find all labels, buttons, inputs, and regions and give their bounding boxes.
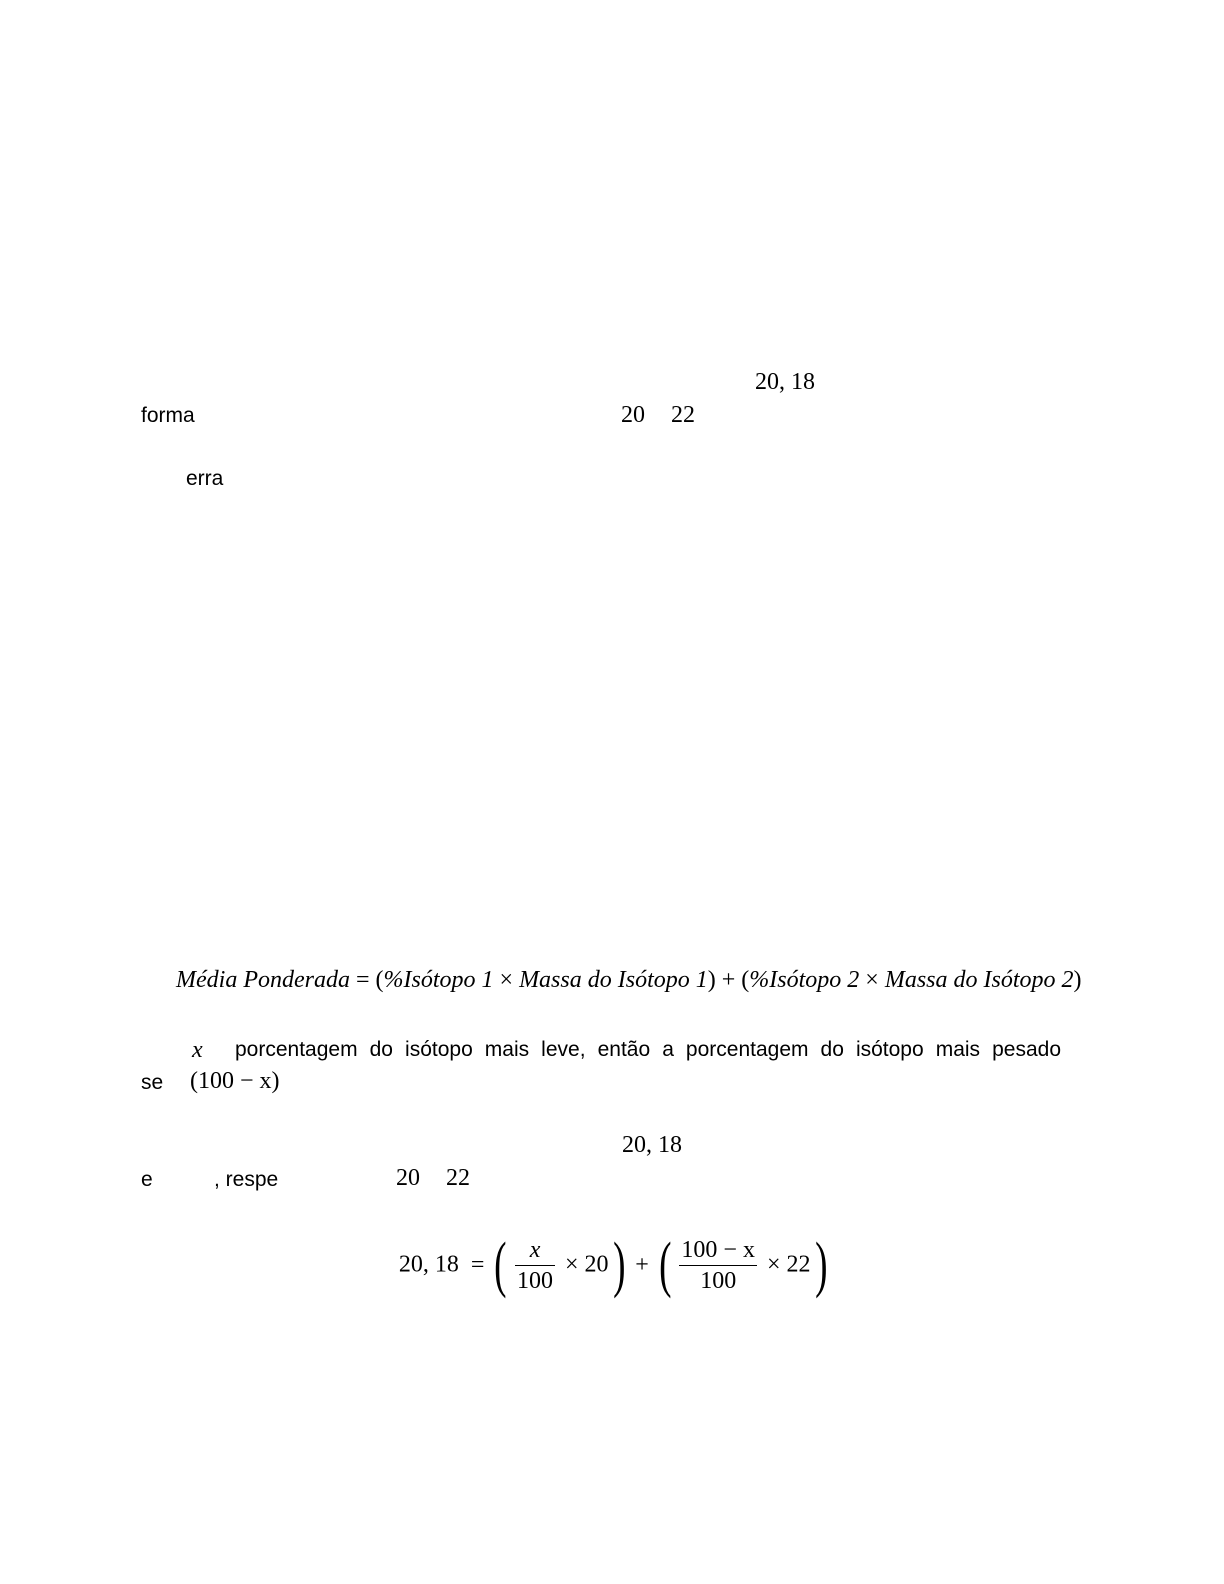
- fraction-2-denominator: 100: [700, 1267, 737, 1294]
- mass-a-bottom: 20: [396, 1165, 420, 1191]
- formula-mass-2: Massa do Isótopo 2: [884, 967, 1074, 993]
- equation-times-22: × 22: [766, 1251, 811, 1278]
- equation-paren-open-1: (: [494, 1231, 507, 1299]
- formula-pct-1: %Isótopo 1: [383, 967, 494, 993]
- fraction-1-denominator: 100: [517, 1267, 554, 1294]
- word-respe: , respe: [214, 1168, 279, 1191]
- equation-paren-open-2: (: [658, 1231, 672, 1299]
- paragraph-line-2-prefix: se: [141, 1071, 164, 1094]
- formula-open-1: (: [375, 967, 384, 993]
- formula-lhs: Média Ponderada: [176, 967, 350, 993]
- mass-a-top: 20: [621, 402, 645, 428]
- formula-pct-2: %Isótopo 2: [749, 967, 860, 993]
- weighted-average-formula: [176, 968, 1082, 992]
- word-e: e: [141, 1168, 153, 1191]
- formula-times-1: ×: [499, 967, 514, 993]
- paragraph-line-1: porcentagem do isótopo mais leve, então a porcentagem do isótopo mais pesado: [235, 1038, 1061, 1061]
- formula-close-2: ): [1073, 967, 1082, 993]
- formula-times-2: ×: [865, 967, 879, 993]
- equation-paren-close-1: ): [612, 1231, 626, 1299]
- fraction-2-numerator: 100 − x: [679, 1235, 757, 1266]
- word-erra: erra: [186, 467, 224, 490]
- fraction-x-over-100: [515, 1235, 555, 1296]
- fraction-100-minus-x-over-100: [679, 1235, 757, 1296]
- isotope-equation: [0, 1231, 1224, 1299]
- equation-times-20: × 20: [565, 1251, 609, 1278]
- mass-value-top: 20, 18: [755, 369, 815, 395]
- equation-plus: +: [635, 1251, 649, 1278]
- formula-eq: =: [355, 967, 370, 993]
- mass-b-top: 22: [671, 402, 695, 428]
- word-forma: forma: [141, 404, 195, 427]
- formula-plus: +: [721, 967, 736, 993]
- mass-b-bottom: 22: [446, 1165, 470, 1191]
- formula-close-1: ): [707, 967, 716, 993]
- formula-open-2: (: [741, 967, 750, 993]
- variable-x: x: [192, 1037, 203, 1063]
- equation-lhs: 20, 18: [398, 1251, 459, 1278]
- expression-100-minus-x: (100 − x): [190, 1068, 280, 1094]
- mass-value-bottom: 20, 18: [622, 1132, 682, 1158]
- equation-eq: =: [470, 1251, 485, 1278]
- fraction-1-numerator: x: [515, 1235, 555, 1266]
- equation-paren-close-2: ): [814, 1231, 828, 1299]
- formula-mass-1: Massa do Isótopo 1: [519, 967, 708, 993]
